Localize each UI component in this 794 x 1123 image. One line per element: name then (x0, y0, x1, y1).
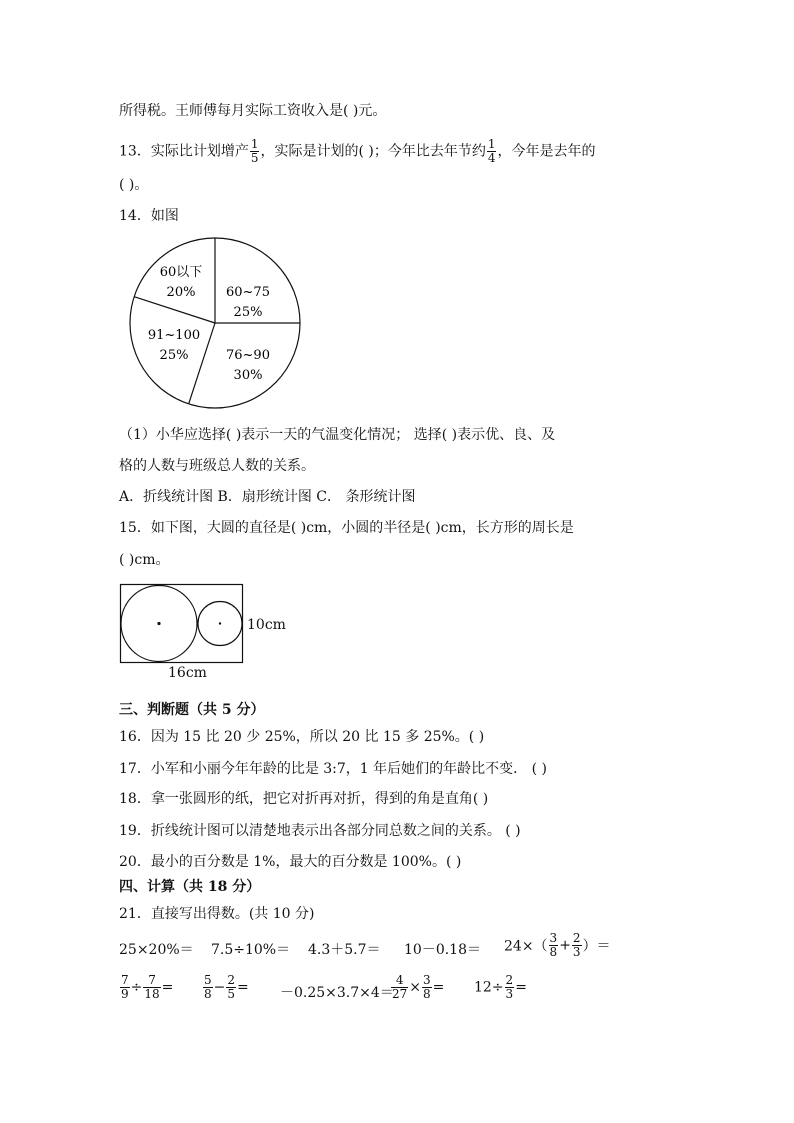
q13-frac1-denominator: 5 (250, 151, 259, 165)
calc-9-f2-num: 3 (423, 973, 431, 987)
calc-5-fraction-2 (572, 932, 582, 959)
q13-line-1 (119, 138, 595, 165)
calc-7-f1-den: 8 (204, 987, 212, 1001)
height-label: 10cm (247, 617, 286, 633)
judge-q17: 17．小军和小丽今年年龄的比是 3:7，1 年后她们的年龄比不变． ( ) (119, 761, 547, 777)
q12-tail-line: 所得税。王师傅每月实际工资收入是( )元。 (119, 103, 387, 119)
calc-9-f2-den: 8 (423, 987, 431, 1001)
judge-q18: 18．拿一张圆形的纸，把它对折再对折，得到的角是直角( ) (119, 791, 489, 807)
calc-6-op: ÷ (130, 979, 143, 996)
pie-chart (120, 228, 310, 418)
q13-fraction-2 (487, 138, 497, 165)
calc-4: 10－0.18＝ (404, 942, 481, 958)
calc-9-f1-den: 27 (392, 987, 408, 1001)
q15-line-2: ( )cm。 (119, 552, 170, 568)
calc-9-fraction-1 (391, 974, 408, 1001)
q13-prefix: 13．实际比计划增产 (119, 143, 249, 160)
slice-4-percent: 25% (159, 348, 189, 363)
calc-5-suffix: ）＝ (582, 938, 611, 955)
calc-10-f-num: 2 (505, 973, 514, 987)
calc-10-f-den: 3 (505, 987, 514, 1001)
calc-5-fraction-1 (549, 932, 559, 959)
judge-q19: 19．折线统计图可以清楚地表示出各部分同总数之间的关系。 ( ) (119, 823, 521, 839)
calc-9-eq: = (432, 979, 445, 996)
rectangle (121, 585, 243, 663)
q13-frac2-numerator: 1 (487, 137, 496, 151)
calc-3: 4.3＋5.7＝ (308, 942, 381, 958)
calc-5-f2-den: 3 (572, 945, 581, 959)
calc-1: 25×20%＝ (119, 942, 194, 958)
calc-5-f1-num: 3 (549, 931, 558, 945)
calc-5-f1-den: 8 (549, 945, 558, 959)
calc-9-fraction-2 (422, 974, 432, 1001)
big-circle-center (157, 622, 160, 625)
calc-9 (390, 974, 444, 1001)
q13-frac2-denominator: 4 (487, 151, 496, 165)
q13-line-2: ( )。 (119, 177, 149, 193)
calc-6-f2-den: 18 (144, 987, 160, 1001)
q21-title: 21．直接写出得数。(共 10 分) (119, 906, 315, 922)
calc-7-f2-den: 5 (227, 987, 236, 1001)
q13-frac1-numerator: 1 (250, 137, 259, 151)
calc-5-op: + (559, 937, 571, 954)
calc-9-f1-num: 4 (391, 974, 408, 988)
slice-2-label: 60~75 (226, 285, 270, 300)
slice-3-percent: 30% (233, 368, 263, 383)
slice-1-label: 60以下 (159, 265, 203, 280)
calc-6-f1-num: 7 (121, 973, 129, 987)
judge-q20: 20．最小的百分数是 1%，最大的百分数是 100%。( ) (119, 854, 462, 870)
q14-options: A．折线统计图 B．扇形统计图 C． 条形统计图 (119, 489, 416, 505)
section-4-title: 四、计算（共 18 分） (119, 879, 261, 895)
calc-5-prefix: 24×（ (504, 938, 548, 955)
calc-10-prefix: 12÷ (474, 979, 504, 996)
calc-7-op: − (213, 979, 226, 996)
calc-2: 7.5÷10%＝ (211, 942, 291, 958)
q13-fraction-1 (250, 138, 260, 165)
width-label: 16cm (168, 665, 207, 681)
pie-divider-left (134, 297, 215, 323)
calc-7-f1-num: 5 (204, 973, 212, 987)
calc-6-f2-num: 7 (143, 974, 160, 988)
q14-subquestion-line-1: （1）小华应选择( )表示一天的气温变化情况； 选择( )表示优、良、及 (119, 427, 556, 443)
q13-suffix: ，今年是去年的 (497, 143, 596, 160)
calc-7-fraction-2 (226, 974, 236, 1001)
section-3-title: 三、判断题（共 5 分） (119, 702, 265, 718)
calc-10-eq: = (515, 979, 527, 996)
calc-6-fraction-2 (143, 974, 160, 1001)
calc-7-fraction-1 (203, 974, 213, 1001)
slice-4-label: 91~100 (147, 328, 201, 343)
q15-line-1: 15．如下图，大圆的直径是( )cm，小圆的半径是( )cm，长方形的周长是 (119, 520, 574, 536)
calc-7 (202, 974, 249, 1001)
calc-10-fraction (505, 974, 515, 1001)
q13-mid: ，实际是计划的( )；今年比去年节约 (260, 143, 486, 160)
q14-title: 14．如图 (119, 208, 179, 224)
calc-6 (119, 974, 173, 1001)
calc-5-f2-num: 2 (572, 931, 581, 945)
calc-6-eq: = (161, 979, 174, 996)
slice-2-percent: 25% (233, 305, 263, 320)
calc-9-op: × (409, 979, 422, 996)
calc-5 (504, 932, 611, 959)
judge-q16: 16．因为 15 比 20 少 25%，所以 20 比 15 多 25%。( ) (119, 729, 485, 745)
calc-7-eq: = (237, 979, 249, 996)
calc-6-f1-den: 9 (121, 987, 129, 1001)
calc-7-f2-num: 2 (227, 973, 236, 987)
calc-10 (474, 974, 527, 1001)
slice-3-label: 76~90 (226, 348, 270, 363)
calc-6-fraction-1 (120, 974, 130, 1001)
slice-1-percent: 20% (166, 285, 196, 300)
calc-8: －0.25×3.7×4＝ (280, 985, 394, 1001)
small-circle-center (219, 622, 221, 624)
q14-subquestion-line-2: 格的人数与班级总人数的关系。 (119, 458, 315, 474)
